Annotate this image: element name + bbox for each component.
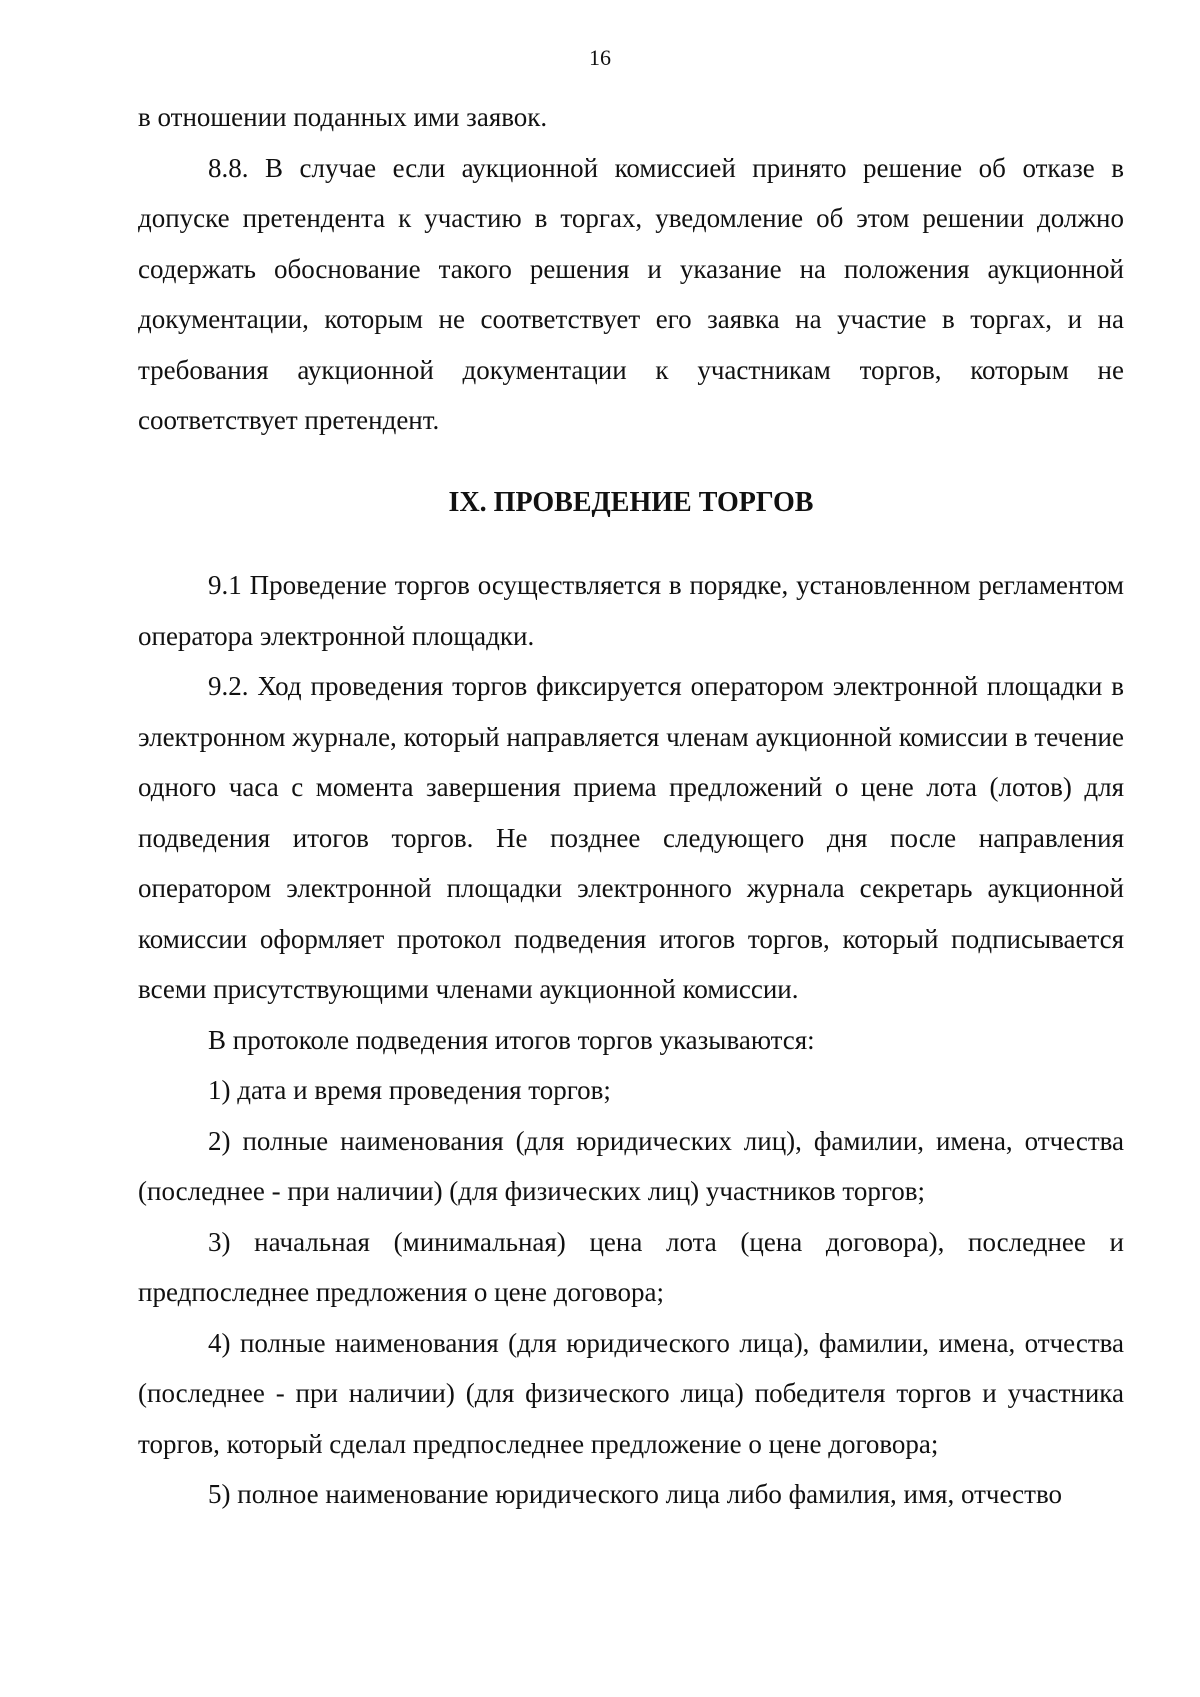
section-heading: IX. ПРОВЕДЕНИЕ ТОРГОВ <box>448 486 814 518</box>
list-item-1: 1) дата и время проведения торгов; <box>208 1075 611 1105</box>
paragraph-continuation: в отношении поданных ими заявок. <box>138 102 548 132</box>
list-item-5: 5) полное наименование юридического лица либо фамилия, имя, отчество <box>208 1479 1063 1509</box>
paragraph-9-1: 9.1 Проведение торгов осуществляется в порядке, установленном регламентом оператора электронной площадки. <box>138 570 1124 651</box>
document-body <box>138 92 1124 1520</box>
list-item-2: 2) полные наименования (для юридических лиц), фамилии, имена, отчества (последнее - при наличии) (для физических лиц) участников торгов; <box>138 1125 1124 1206</box>
paragraph-8-8: 8.8. В случае если аукционной комиссией принято решение об отказе в допуске претендента к участию в торгах, уведомление об этом решении должно содержать обоснование такого решения и указание на положения аукционной документации, которым не соответствует его заявка на участие в торгах, и на требования аукционной документации к участникам торгов, которым не соответствует претендент. <box>138 152 1124 435</box>
list-item-4: 4) полные наименования (для юридического лица), фамилии, имена, отчества (последнее - при наличии) (для физического лица) победителя торгов и участника торгов, который сделал предпоследнее предложение о цене договора; <box>138 1327 1124 1459</box>
paragraph-9-2: 9.2. Ход проведения торгов фиксируется оператором электронной площадки в электронном журнале, который направляется членам аукционной комиссии в течение одного часа с момента завершения приема предложений о цене лота (лотов) для подведения итогов торгов. Не позднее следующего дня после направления оператором электронной площадки электронного журнала секретарь аукционной комиссии оформляет протокол подведения итогов торгов, который подписывается всеми присутствующими членами аукционной комиссии. <box>138 671 1124 1004</box>
paragraph-protocol-intro: В протоколе подведения итогов торгов указываются: <box>208 1024 815 1055</box>
page-number: 16 <box>589 45 611 70</box>
list-item-3: 3) начальная (минимальная) цена лота (цена договора), последнее и предпоследнее предложения о цене договора; <box>138 1226 1124 1307</box>
